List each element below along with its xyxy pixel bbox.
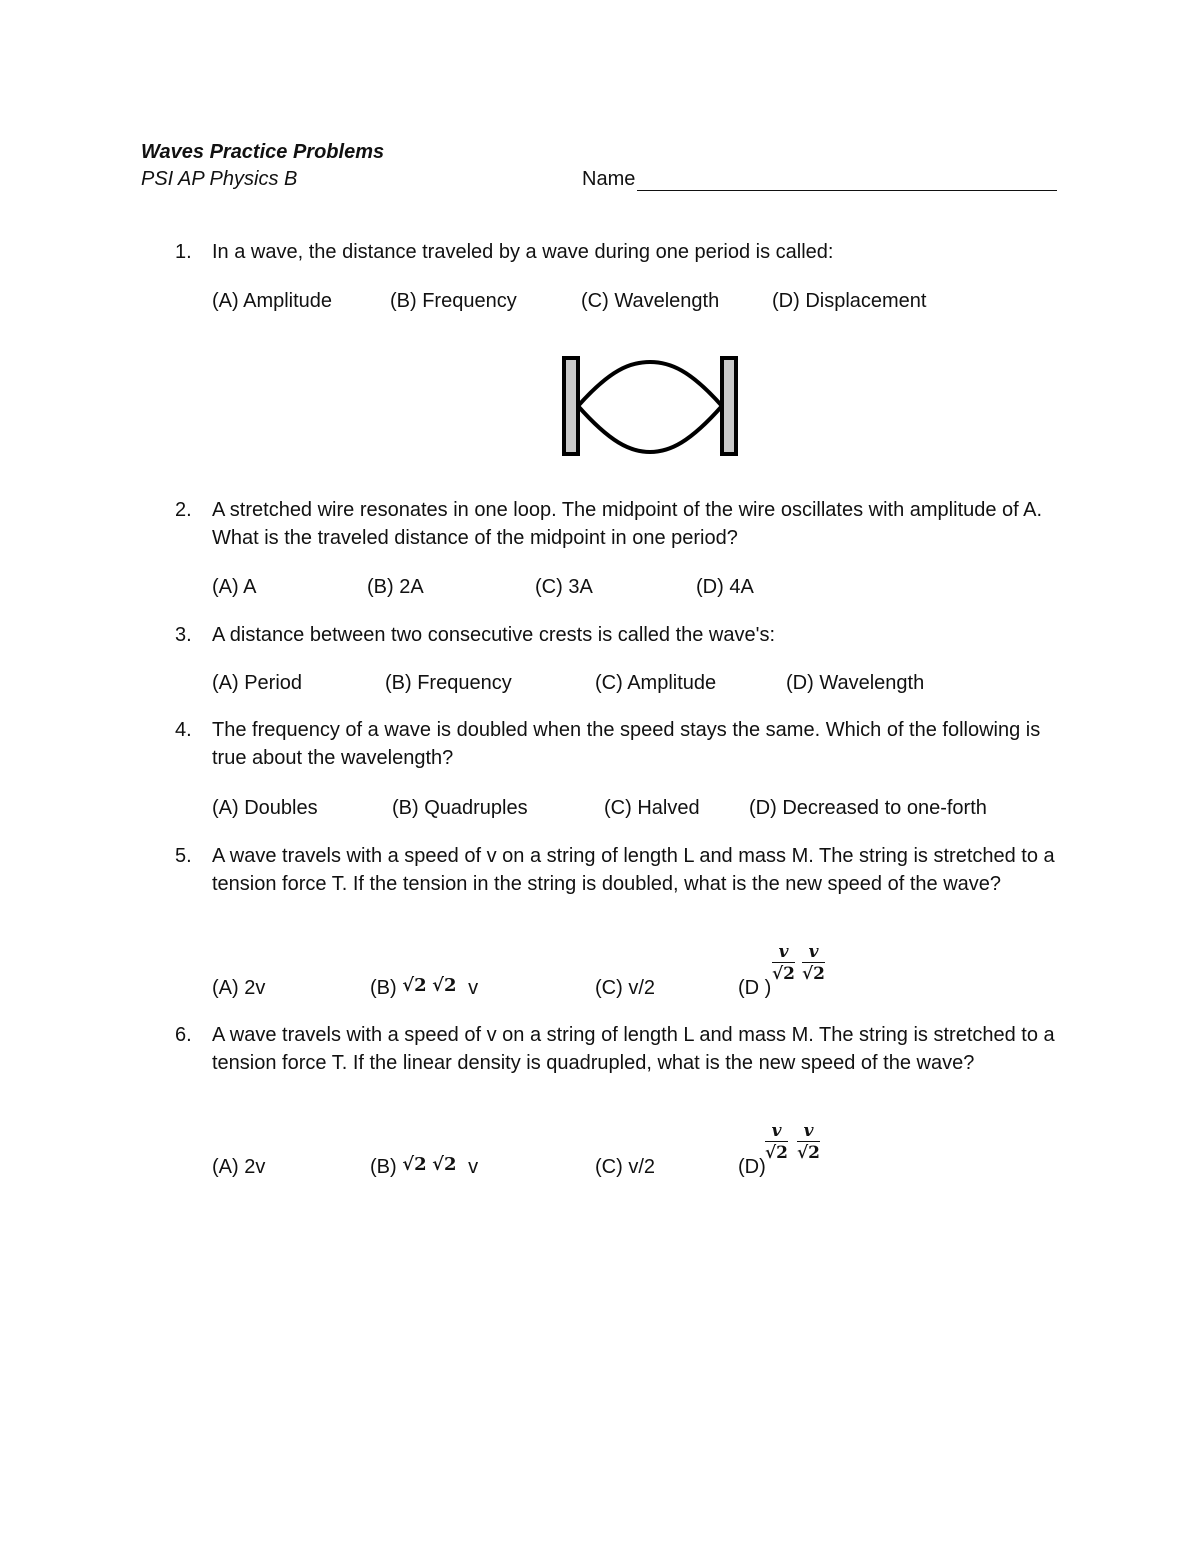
- question-5: [175, 842, 1075, 898]
- choice-d[interactable]: (D) Wavelength: [786, 672, 925, 694]
- question-text: The frequency of a wave is doubled when the speed stays the same. Which of the following is true about the wavelength?: [212, 719, 1041, 769]
- choice-b-variable: v: [468, 1156, 479, 1178]
- question-number: 5.: [175, 845, 192, 867]
- fraction-denominator: √2: [765, 1143, 789, 1163]
- question-6: [175, 1021, 1075, 1077]
- wave-upper-curve: [578, 362, 722, 406]
- question-text: A wave travels with a speed of v on a string of length L and mass M. The string is stretched to a tension force T. If the linear density is quadrupled, what is the new speed of the wave?: [212, 1024, 1055, 1074]
- fraction-numerator: v: [797, 1121, 820, 1142]
- choice-b-label: (B): [370, 977, 397, 999]
- choice-b[interactable]: (B) Quadruples: [392, 797, 528, 819]
- choice-c[interactable]: (C) Wavelength: [581, 290, 720, 312]
- choice-c[interactable]: (C) 3A: [535, 576, 593, 598]
- choice-d[interactable]: (D) 4A: [696, 576, 754, 598]
- choice-d[interactable]: (D) Displacement: [772, 290, 927, 312]
- question-1: [175, 238, 1075, 266]
- choice-b[interactable]: (B) 2A: [367, 576, 424, 598]
- worksheet-title: Waves Practice Problems: [141, 141, 385, 163]
- choices-2: [212, 573, 1092, 603]
- choice-b-variable: v: [468, 977, 479, 999]
- fraction-numerator: v: [765, 1121, 788, 1142]
- standing-wave-diagram: [560, 352, 742, 460]
- question-number: 4.: [175, 719, 192, 741]
- choices-4: [212, 794, 1092, 824]
- fraction-numerator: v: [772, 942, 795, 963]
- choice-d[interactable]: (D) Decreased to one-forth: [749, 797, 987, 819]
- choices-3: [212, 669, 1092, 699]
- choice-a[interactable]: (A) Amplitude: [212, 290, 333, 312]
- question-4: [175, 716, 1075, 772]
- sqrt-two: √2: [402, 1154, 427, 1175]
- choice-b[interactable]: (B) Frequency: [390, 290, 517, 312]
- choice-b-label: (B): [370, 1156, 397, 1178]
- question-number: 3.: [175, 624, 192, 646]
- question-text: A distance between two consecutive crests is called the wave's:: [212, 624, 775, 646]
- wave-lower-curve: [578, 406, 722, 452]
- question-number: 6.: [175, 1024, 192, 1046]
- question-text: In a wave, the distance traveled by a wave during one period is called:: [212, 241, 834, 263]
- choice-b[interactable]: (B) Frequency: [385, 672, 512, 694]
- fraction-denominator: √2: [797, 1143, 821, 1163]
- choice-c[interactable]: (C) v/2: [595, 1156, 655, 1178]
- choice-d[interactable]: (D): [738, 1156, 766, 1178]
- question-number: 2.: [175, 499, 192, 521]
- fraction-denominator: √2: [772, 964, 796, 984]
- question-text: A stretched wire resonates in one loop. The midpoint of the wire oscillates with amplitude of A. What is the traveled distance of the midpoint in one period?: [212, 499, 1043, 549]
- choice-b[interactable]: [370, 1153, 478, 1182]
- sqrt-two: √2: [402, 975, 427, 996]
- fraction-v-over-root2: [772, 942, 795, 985]
- question-number: 1.: [175, 241, 192, 263]
- choice-c[interactable]: (C) v/2: [595, 977, 655, 999]
- left-wall: [564, 358, 578, 454]
- name-label: Name: [582, 168, 636, 190]
- choices-5: [212, 942, 1092, 1004]
- choice-a[interactable]: (A) Doubles: [212, 797, 318, 819]
- choice-a[interactable]: (A) 2v: [212, 977, 266, 999]
- name-field[interactable]: [582, 168, 1057, 191]
- choice-b[interactable]: [370, 974, 478, 1003]
- choice-c[interactable]: (C) Amplitude: [595, 672, 717, 694]
- choice-a[interactable]: (A) A: [212, 576, 257, 598]
- name-blank-line[interactable]: [637, 170, 1057, 191]
- choice-a[interactable]: (A) 2v: [212, 1156, 266, 1178]
- sqrt-two: √2: [432, 1154, 457, 1175]
- right-wall: [722, 358, 736, 454]
- fraction-numerator: v: [802, 942, 825, 963]
- choice-a[interactable]: (A) Period: [212, 672, 303, 694]
- course-name: PSI AP Physics B: [141, 168, 298, 190]
- choices-6: [212, 1121, 1092, 1183]
- question-3: [175, 621, 1075, 649]
- fraction-v-over-root2: [802, 942, 825, 985]
- choice-c[interactable]: (C) Halved: [604, 797, 700, 819]
- choice-d[interactable]: (D ): [738, 977, 772, 999]
- question-2: [175, 496, 1075, 552]
- sqrt-two: √2: [432, 975, 457, 996]
- question-text: A wave travels with a speed of v on a string of length L and mass M. The string is stretched to a tension force T. If the tension in the string is doubled, what is the new speed of the wave?: [212, 845, 1055, 895]
- choices-1: [212, 287, 1092, 317]
- fraction-v-over-root2: [765, 1121, 788, 1164]
- fraction-v-over-root2: [797, 1121, 820, 1164]
- fraction-denominator: √2: [802, 964, 826, 984]
